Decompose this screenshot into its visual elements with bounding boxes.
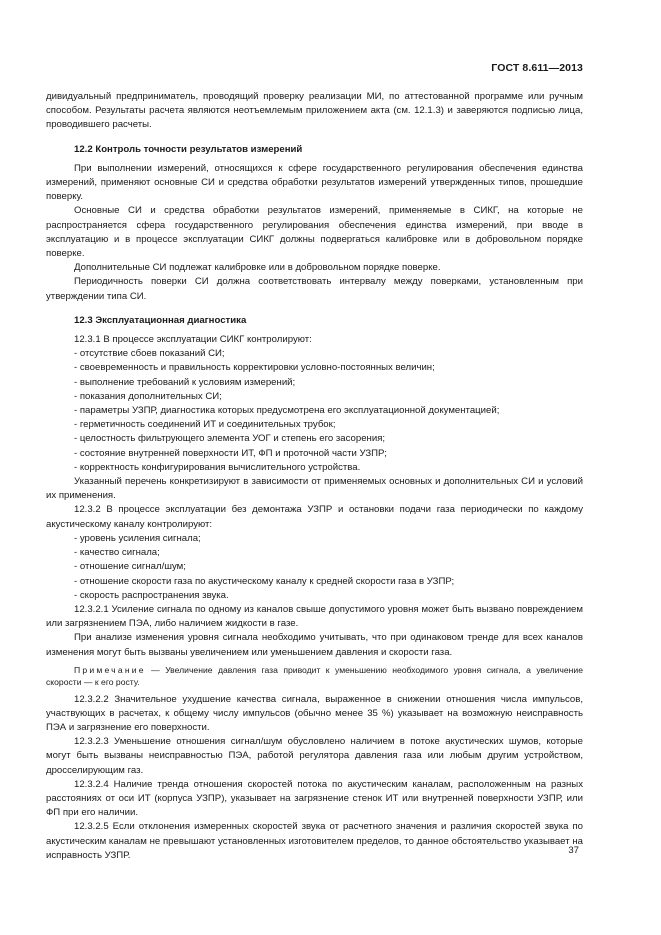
clause-12-3-2-5: 12.3.2.5 Если отклонения измеренных скоростей звука от расчетного значения и различия скоростей звука по акустическим каналам не превышают установленных изготовителем пределов, то данное обстоятельство указывает на исправность УЗПР. xyxy=(46,821,583,861)
list-item: - качество сигнала; xyxy=(74,547,160,559)
paragraph: Периодичность поверки СИ должна соответствовать интервалу между поверками, установленным при утверждении типа СИ. xyxy=(46,276,583,302)
paragraph: При выполнении измерений, относящихся к сфере государственного регулирования обеспечения единства измерений, применяют основные СИ и средства обработки результатов измерений утвержденных типов, прошедшие поверку. xyxy=(46,162,583,203)
page-header-doc-id: ГОСТ 8.611—2013 xyxy=(491,62,583,74)
list-item: - отношение сигнал/шум; xyxy=(74,561,186,573)
paragraph: При анализе изменения уровня сигнала необходимо учитывать, что при одинаковом тренде для всех каналов изменения могут быть вызваны увеличением или уменьшением давления и скорости газа. xyxy=(46,632,583,658)
list-item: - скорость распространения звука. xyxy=(74,589,229,601)
note-text: — Увеличение давления газа приводит к уменьшению необходимого уровня сигнала, а увеличение скорости — к его росту. xyxy=(46,664,583,688)
clause-12-3-2-3: 12.3.2.3 Уменьшение отношения сигнал/шум обусловлено наличием в потоке акустических шумов, которые могут быть вызваны неисправностью ПЭА, работой регулятора давления газа или любым другим устройством, дросселирующим газ. xyxy=(46,736,583,776)
list-item: - параметры УЗПР, диагностика которых предусмотрена его эксплуатационной документацией; xyxy=(74,405,500,417)
list-item: - корректность конфигурирования вычислительного устройства. xyxy=(74,461,361,473)
section-heading-12-2: 12.2 Контроль точности результатов измерений xyxy=(74,143,303,155)
note xyxy=(46,664,583,689)
paragraph: Основные СИ и средства обработки результатов измерений, применяемые в СИКГ, на которые не распространяется сфера государственного регулирования обеспечения единства измерений, при вводе в эксплуатацию и в процессе эксплуатации СИКГ должны подвергаться калибровке или в добровольном порядке поверке. xyxy=(46,205,583,260)
clause-12-3-2-2: 12.3.2.2 Значительное ухудшение качества сигнала, выраженное в снижении отношения числа импульсов, участвующих в расчетах, к общему числу импульсов (обычно менее 35 %) указывает на возможную неисправность ПЭА и загрязнение его поверхности. xyxy=(46,693,583,733)
list-12-3-1 xyxy=(46,347,583,475)
page-number: 37 xyxy=(568,845,579,856)
intro-paragraph: дивидуальный предприниматель, проводящий проверку реализации МИ, по аттестованной программе или ручным способом. Результаты расчета являются неотъемлемым приложением акта (см. 12.1.3) и заверяются подписью лица, проводившего расчеты. xyxy=(46,91,583,131)
section-heading-12-3: 12.3 Эксплуатационная диагностика xyxy=(74,314,247,326)
paragraph: Указанный перечень конкретизируют в зависимости от применяемых основных и дополнительных СИ и условий их применения. xyxy=(46,476,583,502)
list-item: - своевременность и правильность корректировки условно-постоянных величин; xyxy=(74,362,435,374)
list-item: - отношение скорости газа по акустическому каналу к средней скорости газа в УЗПР; xyxy=(74,575,455,587)
clause-12-3-2: 12.3.2 В процессе эксплуатации без демонтажа УЗПР и остановки подачи газа периодически по каждому акустическому каналу контролируют: xyxy=(46,504,583,530)
list-item: - показания дополнительных СИ; xyxy=(74,390,222,402)
list-item: - уровень усиления сигнала; xyxy=(74,532,201,544)
list-item: - отсутствие сбоев показаний СИ; xyxy=(74,348,225,360)
list-item: - состояние внутренней поверхности ИТ, ФП и проточной части УЗПР; xyxy=(74,447,387,459)
list-item: - целостность фильтрующего элемента УОГ и степень его засорения; xyxy=(74,433,386,445)
paragraph: Дополнительные СИ подлежат калибровке или в добровольном порядке поверке. xyxy=(74,262,441,274)
clause-12-3-1: 12.3.1 В процессе эксплуатации СИКГ контролируют: xyxy=(74,334,312,346)
clause-12-3-2-1: 12.3.2.1 Усиление сигнала по одному из каналов свыше допустимого уровня может быть вызвано повреждением или загрязнением ПЭА, либо наличием жидкости в газе. xyxy=(46,603,583,630)
page-body xyxy=(46,90,583,863)
list-item: - выполнение требований к условиям измерений; xyxy=(74,376,296,388)
list-item: - герметичность соединений ИТ и соединительных трубок; xyxy=(74,419,336,431)
clause-12-3-2-4: 12.3.2.4 Наличие тренда отношения скоростей потока по акустическим каналам, расположенным на разных расстояниях от оси ИТ (корпуса УЗПР), указывает на загрязнение стенок ИТ или внутренней поверхности УЗПР, или ФП при его наличии. xyxy=(46,778,583,819)
note-label: Примечание xyxy=(74,664,146,675)
list-12-3-2 xyxy=(46,532,583,603)
